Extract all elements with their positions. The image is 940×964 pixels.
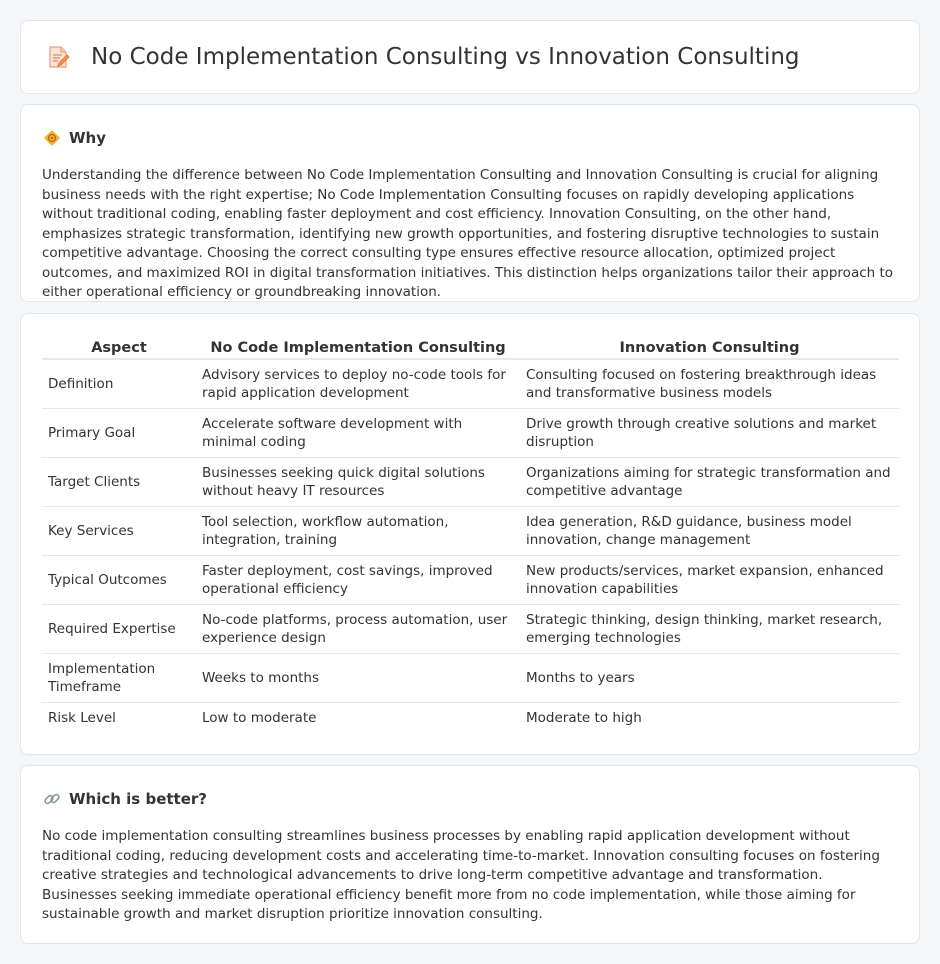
row-innovation: Consulting focused on fostering breakthrough ideas and transformative business models	[520, 360, 899, 409]
column-header-innovation: Innovation Consulting	[520, 332, 899, 360]
row-innovation: Strategic thinking, design thinking, market research, emerging technologies	[520, 605, 899, 654]
comparison-table	[42, 332, 899, 733]
column-header-no-code: No Code Implementation Consulting	[196, 332, 520, 360]
row-no-code: Tool selection, workflow automation, integration, training	[196, 507, 520, 556]
header-card	[20, 20, 920, 94]
row-aspect: Primary Goal	[42, 409, 196, 458]
link-icon	[43, 790, 61, 808]
which-is-better-text: No code implementation consulting streamlines business processes by enabling rapid application development without traditional coding, reducing development costs and accelerating time-to-market. Innovation consulting focuses on fostering creative strategies and technological advancements to drive long-term competitive advantage and transformation. Businesses seeking immediate operational efficiency benefit more from no code implementation, while those aiming for sustainable growth and market disruption prioritize innovation consulting.	[42, 828, 880, 922]
table-row	[42, 654, 899, 703]
row-innovation: Months to years	[520, 654, 899, 703]
table-row	[42, 507, 899, 556]
row-no-code: Weeks to months	[196, 654, 520, 703]
row-innovation: Organizations aiming for strategic transformation and competitive advantage	[520, 458, 899, 507]
why-section	[20, 104, 920, 302]
row-aspect: Typical Outcomes	[42, 556, 196, 605]
document-edit-icon	[45, 44, 71, 70]
table-row	[42, 360, 899, 409]
bullseye-icon	[43, 129, 61, 147]
row-aspect: Key Services	[42, 507, 196, 556]
which-is-better-section	[20, 765, 920, 944]
row-no-code: No-code platforms, process automation, user experience design	[196, 605, 520, 654]
why-title: Why	[69, 129, 107, 147]
row-aspect: Required Expertise	[42, 605, 196, 654]
page-title: No Code Implementation Consulting vs Innovation Consulting	[91, 44, 800, 70]
row-no-code: Faster deployment, cost savings, improved operational efficiency	[196, 556, 520, 605]
column-header-aspect: Aspect	[42, 332, 196, 360]
table-row	[42, 409, 899, 458]
row-no-code: Low to moderate	[202, 710, 317, 726]
row-no-code: Accelerate software development with minimal coding	[196, 409, 520, 458]
row-no-code: Businesses seeking quick digital solutions without heavy IT resources	[196, 458, 520, 507]
comparison-section	[20, 313, 920, 755]
row-aspect: Risk Level	[48, 710, 116, 726]
table-row	[42, 556, 899, 605]
table-row	[42, 458, 899, 507]
row-innovation: New products/services, market expansion, enhanced innovation capabilities	[520, 556, 899, 605]
why-text: Understanding the difference between No Code Implementation Consulting and Innovation Consulting is crucial for aligning business needs with the right expertise; No Code Implementation Consulting focuses on rapidly developing applications without traditional coding, enabling faster deployment and cost efficiency. Innovation Consulting, on the other hand, emphasizes strategic transformation, identifying new growth opportunities, and fostering disruptive technologies to sustain competitive advantage. Choosing the correct consulting type ensures effective resource allocation, optimized project outcomes, and maximized ROI in digital transformation initiatives. This distinction helps organizations tailor their approach to either operational efficiency or groundbreaking innovation.	[42, 167, 894, 300]
row-aspect: Definition	[42, 360, 196, 409]
which-is-better-title: Which is better?	[69, 790, 207, 808]
row-no-code: Advisory services to deploy no-code tools for rapid application development	[196, 360, 520, 409]
row-innovation: Idea generation, R&D guidance, business model innovation, change management	[520, 507, 899, 556]
row-aspect: Target Clients	[42, 458, 196, 507]
row-aspect: Implementation Timeframe	[42, 654, 196, 703]
table-row	[42, 703, 899, 733]
row-innovation: Drive growth through creative solutions and market disruption	[520, 409, 899, 458]
table-row	[42, 605, 899, 654]
row-innovation: Moderate to high	[526, 710, 642, 726]
table-header-row	[42, 332, 899, 360]
